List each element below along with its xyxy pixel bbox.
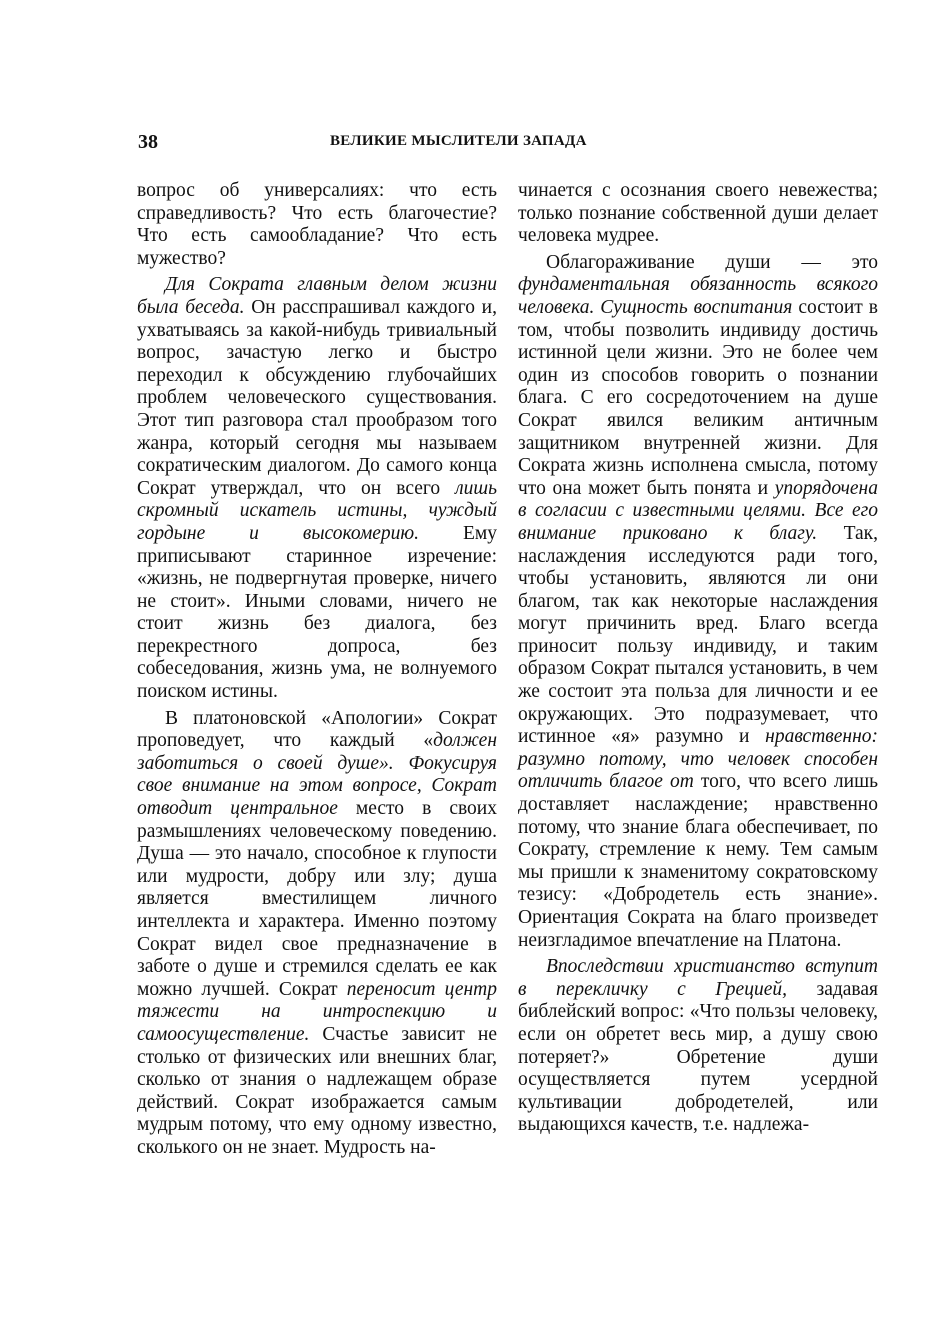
paragraph-text: вопрос об универсалиях: что есть справедливость? Что есть благочестие? Что есть самообладание? Что есть мужество? [137, 180, 497, 269]
paragraph-text: состоит в том, чтобы позволить индивиду достичь истинной цели жизни. Это не более чем один из способов говорить о познании блага. С его сосредоточением на душе Сократ явился великим античным защитником внутренней жизни. Для Сократа жизнь исполнена смысла, потому что она может быть понята и [518, 296, 878, 499]
paragraph [137, 180, 497, 270]
italic-text: должен заботиться о своей душе». Фокусируя свое внимание на этом вопросе, Сократ отводит центральное [137, 730, 497, 820]
paragraph-text: Так, наслаждения исследуются ради того, чтобы установить, являются ли они благом, так как некоторые наслаждения могут причинить вред. Благо всегда приносит пользу индивиду, и таким образом Сократ пытался установить, в чем же состоит эта польза для личности и ее окружающих. Это подразумевает, что истинное «я» разумно и [518, 522, 879, 748]
italic-text: Для Сократа главным делом жизни была беседа. [137, 274, 497, 318]
italic-text: нравственно: разумно потому, что человек способен отличить благое от [518, 726, 878, 793]
paragraph [518, 956, 878, 1137]
italic-text: фундаментальная обязанность всякого человека. Сущность воспитания [518, 274, 878, 318]
italic-text: лишь скромный искатель истины, чуждый гордыне и высокомерию. [137, 477, 497, 544]
right-column [518, 180, 878, 1137]
paragraph-text: Ему приписывают старинное изречение: «жизнь, не подвергнутая проверке, ничего не стоит». Иными словами, ничего не стоит жизнь без диалога, без перекрестного допроса, без собеседования, жизнь ума, не волнуемого поиском истины. [137, 522, 497, 703]
paragraph-text: Счастье зависит не столько от физических или внешних благ, сколько от знания о надлежащем образе действий. Сократ изображается самым мудрым потому, что ему одному известно, сколького он не знает. Мудрость на- [137, 1023, 497, 1158]
paragraph [137, 708, 497, 1160]
paragraph-text: Он расспрашивал каждого и, ухватываясь за какой-нибудь тривиальный вопрос, зачастую легко и быстро переходил к обсуждению глубочайших проблем человеческого существования. Этот тип разговора стал прообразом того жанра, который сегодня мы называем сократическим диалогом. До самого конца Сократ утверждал, что он всего [137, 296, 497, 499]
paragraph [518, 252, 878, 952]
page-number: 38 [138, 131, 158, 153]
paragraph [137, 274, 497, 703]
italic-text: упорядочена в согласии с известными целями. Все его внимание приковано к благу. [518, 477, 878, 544]
paragraph-text: место в своих размышлениях человеческому поведению. Душа — это начало, способное к глупости или мудрости, добру или злу; душа является вместилищем личного интеллекта и характера. Именно поэтому Сократ видел свое предназначение в заботе о душе и стремился сделать ее как можно лучшей. Сократ [137, 798, 497, 1000]
paragraph [518, 180, 878, 248]
paragraph-text: того, что всего лишь доставляет наслаждение; нравственно потому, что знание блага обеспечивает, по Сократу, стремление к нему. Тем самым мы пришли к знаменитому сократовскому тезису: «Добродетель есть знание». Ориентация Сократа на благо произведет неизгладимое впечатление на Платона. [518, 771, 878, 951]
italic-text: Впоследствии христианство вступит в перекличку с Грецией, [518, 956, 878, 1000]
paragraph-text: Облагораживание души — это [546, 251, 878, 273]
italic-text: переносит центр тяжести на интроспекцию и самоосуществление. [137, 978, 497, 1045]
running-title: ВЕЛИКИЕ МЫСЛИТЕЛИ ЗАПАДА [330, 133, 587, 149]
paragraph-text: чинается с осознания своего невежества; только познание собственной души делает человека мудрее. [518, 180, 878, 247]
paragraph-text: задавая библейский вопрос: «Что пользы человеку, если он обретет весь мир, а душу свою потеряет?» Обретение души осуществляется путем усердной культивации добродетелей, или выдающихся качеств, т.е. надлежа- [518, 978, 879, 1136]
left-column [137, 180, 497, 1160]
paragraph-text: В платоновской «Апологии» Сократ проповедует, что каждый « [137, 707, 497, 752]
